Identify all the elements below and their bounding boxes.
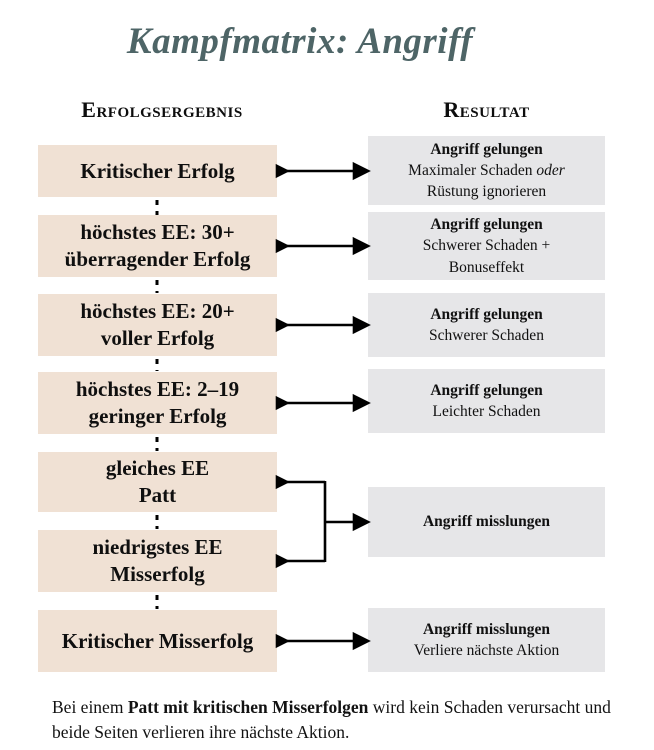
- column-header-resultat: Resultat: [443, 97, 530, 122]
- source-box-geringer-erfolg: [38, 372, 277, 434]
- result-title: Angriff misslungen: [422, 513, 551, 531]
- arrow-row7: [277, 634, 368, 648]
- result-title: Angriff gelungen: [430, 305, 543, 323]
- result-box-angriff-misslungen: [368, 487, 605, 557]
- result-line: Leichter Schaden: [432, 403, 541, 420]
- source-box-voller-erfolg: [38, 294, 277, 356]
- source-box-line: höchstes EE: 30+: [80, 220, 235, 245]
- source-box-line: Kritischer Erfolg: [80, 158, 235, 183]
- source-box-line: Patt: [138, 483, 177, 507]
- arrow-row3: [277, 318, 368, 332]
- result-box-verliere-aktion: [368, 608, 605, 672]
- column-header-erfolgsergebnis: Erfolgsergebnis: [81, 97, 243, 122]
- result-line: Rüstung ignorieren: [426, 183, 547, 201]
- source-box-line: geringer Erfolg: [88, 404, 227, 428]
- footnote: Bei einem Patt mit kritischen Misserfolgen wird kein Schaden verursacht und beide Seiten verlieren ihre nächste Aktion.: [52, 697, 611, 743]
- result-title: Angriff gelungen: [430, 216, 543, 234]
- arrow-merge-bracket: [277, 477, 368, 566]
- result-box-schwerer-schaden: [368, 293, 605, 357]
- result-box-leichter-schaden: [368, 369, 605, 433]
- result-line: Schwerer Schaden +: [422, 237, 551, 255]
- result-box-schwerer-schaden-bonus: [368, 212, 605, 280]
- source-box-line: gleiches EE: [105, 456, 210, 481]
- result-title: Angriff gelungen: [430, 140, 543, 158]
- result-title: Angriff gelungen: [430, 381, 543, 399]
- source-box-line: höchstes EE: 20+: [80, 299, 235, 324]
- source-box-line: niedrigstes EE: [92, 535, 223, 560]
- arrow-row2: [277, 239, 368, 253]
- result-line: Schwerer Schaden: [429, 327, 544, 344]
- source-box-kritischer-misserfolg: [38, 610, 277, 672]
- source-box-ueberragender-erfolg: [38, 215, 277, 277]
- source-box-misserfolg: [38, 530, 277, 592]
- result-box-maximaler-schaden: [368, 136, 605, 205]
- source-box-line: höchstes EE: 2–19: [75, 377, 240, 402]
- footnote-bold: Patt mit kritischen Misserfolgen: [127, 697, 369, 717]
- result-line: Verliere nächste Aktion: [413, 642, 560, 659]
- source-box-patt: [38, 452, 277, 512]
- source-box-line: voller Erfolg: [100, 326, 215, 350]
- source-box-line: überragender Erfolg: [64, 247, 251, 271]
- source-box-kritischer-erfolg: [38, 145, 277, 197]
- arrow-row1: [277, 164, 368, 178]
- result-line: Bonuseffekt: [448, 258, 525, 276]
- page-title: Kampfmatrix: Angriff: [126, 21, 474, 62]
- source-box-line: Kritischer Misserfolg: [61, 628, 254, 653]
- arrow-row4: [277, 396, 368, 410]
- result-line: Maximaler Schaden oder: [408, 161, 565, 179]
- result-title: Angriff misslungen: [422, 620, 551, 638]
- source-box-line: Misserfolg: [110, 562, 205, 586]
